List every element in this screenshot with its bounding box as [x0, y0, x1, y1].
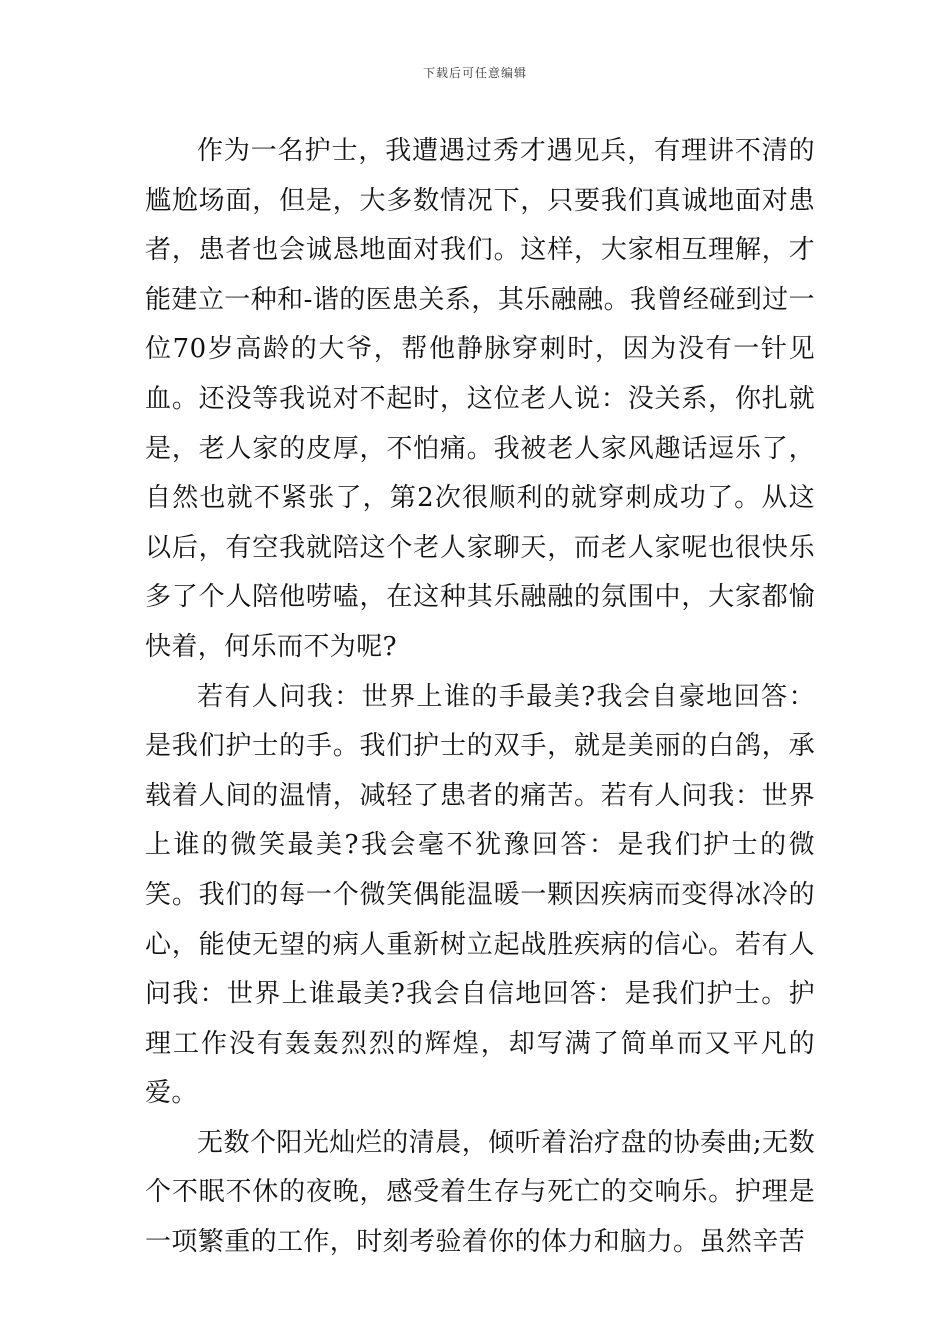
document-body — [145, 127, 815, 1268]
paragraph-nursing-work: 无数个阳光灿烂的清晨，倾听着治疗盘的协奏曲;无数个不眠不休的夜晚，感受着生存与死亡的交响乐。护理是一项繁重的工作，时刻考验着你的体力和脑力。虽然辛苦 — [145, 1127, 815, 1258]
paragraph-nurse-experience: 作为一名护士，我遭遇过秀才遇见兵，有理讲不清的尴尬场面，但是，大多数情况下，只要我们真诚地面对患者，患者也会诚恳地面对我们。这样，大家相互理解，才能建立一种和-谐的医患关系，其乐融融。我曾经碰到过一位70岁高龄的大爷，帮他静脉穿刺时，因为没有一针见血。还没等我说对不起时，这位老人说：没关系，你扎就是，老人家的皮厚，不怕痛。我被老人家风趣话逗乐了，自然也就不紧张了，第2次很顺利的就穿刺成功了。从这以后，有空我就陪这个老人家聊天，而老人家呢也很快乐多了个人陪他唠嗑，在这种其乐融融的氛围中，大家都愉快着，何乐而不为呢? — [145, 136, 815, 662]
page-header-caption: 下载后可任意编辑 — [422, 66, 527, 80]
paragraph-most-beautiful: 若有人问我：世界上谁的手最美?我会自豪地回答：是我们护士的手。我们护士的双手，就是美丽的白鸽，承载着人间的温情，减轻了患者的痛苦。若有人问我：世界上谁的微笑最美?我会毫不犹豫回答：是我们护士的微笑。我们的每一个微笑偶能温暖一颗因疾病而变得冰冷的心，能使无望的病人重新树立起战胜疾病的信心。若有人问我：世界上谁最美?我会自信地回答：是我们护士。护理工作没有轰轰烈烈的辉煌，却写满了简单而又平凡的爱。 — [145, 681, 815, 1109]
